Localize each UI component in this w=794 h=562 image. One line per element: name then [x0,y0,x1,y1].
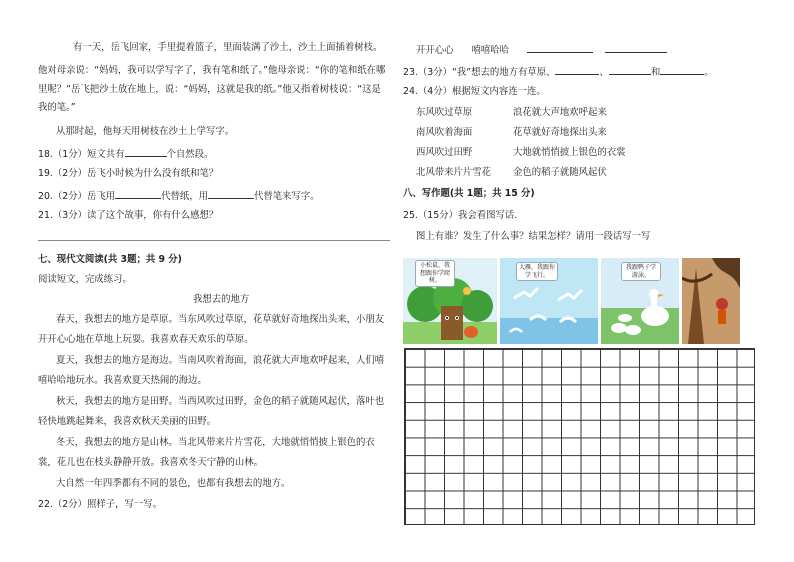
picture-wild-geese [500,258,598,344]
section-8-heading: 八、写作题(共 1题；共 15 分) [403,188,535,199]
speech-bubble: 小松鼠，我想跟你学爬树。 [415,260,455,287]
question-23-sep: 、 [599,67,609,78]
picture-ducks [601,258,679,344]
match-left-item[interactable]: 西风吹过田野 [416,147,473,158]
passage-line: 嘻哈哈地玩水。我喜欢夏天热闹的海边。 [38,375,207,386]
passage-line: 冬天，我想去的地方是山林。当北风带来片片雪花，大地就悄悄披上银色的衣 [56,437,375,448]
question-23-text: 23.（3分）“我”想去的地方有草原、 [403,67,556,78]
answer-blank[interactable] [115,189,161,199]
question-19: 19.（2分）岳飞小时候为什么没有纸和笔？ [38,168,219,179]
speech-bubble: 我跟鸭子学游泳。 [621,262,661,281]
reading-instruction: 阅读短文，完成练习。 [38,274,132,285]
answer-blank[interactable] [609,65,651,75]
answer-blank[interactable] [125,147,167,157]
match-right-item[interactable]: 花草就好奇地探出头来 [513,127,607,138]
story-line-2: 他对母亲说：“妈妈，我可以学写字了，我有笔和纸了。”他母亲说：“你的笔和纸在哪 [38,65,386,76]
passage-line: 春天，我想去的地方是草原。当东风吹过草原，花草就好奇地探出头来，小朋友 [56,314,385,325]
question-23 [403,65,714,79]
question-18-suffix: 个自然段。 [166,149,214,160]
passage-line: 开开心心地在草地上玩耍。我喜欢春天欢乐的草原。 [38,334,254,345]
question-23-and: 和 [650,67,661,78]
story-paragraph-2: 从那时起，他每天用树枝在沙土上学写字。 [56,126,235,137]
story-line-3: 里呢？”岳飞把沙土放在地上，说：“妈妈，这就是我的纸。”他又指着树枝说：“这是 [38,84,381,95]
picture-squirrel-tree [403,258,497,344]
question-18-text: 18.（1分）短文共有 [38,149,125,160]
question-20-text: 20.（2分）岳飞用 [38,191,116,202]
match-right-item[interactable]: 浪花就大声地欢呼起来 [513,107,607,118]
passage-title: 我想去的地方 [193,294,250,305]
question-20 [38,189,320,203]
passage-line: 秋天，我想去的地方是田野。当西风吹过田野，金色的稻子就随风起伏，落叶也 [56,396,385,407]
question-20-mid: 代替纸，用 [161,191,209,202]
forest-illustration [682,258,740,344]
answer-blank[interactable] [208,189,254,199]
question-20-suffix: 代替笔来写字。 [254,191,320,202]
passage-line: 大自然一年四季都有不同的景色，也都有我想去的地方。 [56,478,291,489]
divider [38,240,390,241]
example-words [416,43,667,57]
match-left-item[interactable]: 南风吹着海面 [416,127,473,138]
question-21: 21.（3分）读了这个故事，你有什么感想？ [38,210,219,221]
passage-line: 裳，花儿也在枝头静静开放。我喜欢冬天宁静的山林。 [38,457,264,468]
question-18 [38,147,213,161]
writing-prompt: 图上有谁？发生了什么事？结果怎样？请用一段话写一写 [416,231,651,242]
match-left-item[interactable]: 北风带来片片雪花 [416,167,492,178]
passage-line: 夏天，我想去的地方是海边。当南风吹着海面，浪花就大声地欢呼起来，人们嘻 [56,355,385,366]
example-word-1: 开开心心 [416,45,454,56]
question-23-end: 。 [704,67,714,78]
answer-blank[interactable] [527,43,593,53]
story-paragraph-1: 有一天，岳飞回家，手里提着篮子，里面装满了沙土，沙土上面插着树枝。 [73,42,383,53]
answer-blank[interactable] [555,65,599,75]
answer-blank[interactable] [605,43,667,53]
example-word-2: 嘻嘻哈哈 [471,45,509,56]
answer-blank[interactable] [660,65,704,75]
story-line-4: 我的笔。” [38,102,76,113]
picture-forest [682,258,740,344]
section-7-heading: 七、现代文阅读(共 3题；共 9 分) [38,254,182,265]
passage-line: 轻快地跳起舞来，我喜欢秋天美丽的田野。 [38,416,217,427]
match-right-item[interactable]: 大地就悄悄披上银色的衣裳 [513,147,626,158]
match-right-item[interactable]: 金色的稻子就随风起伏 [513,167,607,178]
question-22: 22.（2分）照样子，写一写。 [38,499,163,510]
writing-grid[interactable] [404,348,755,525]
speech-bubble: 大雁，我跟你学飞行。 [516,262,558,281]
question-24: 24.（4分）根据短文内容连一连。 [403,86,546,97]
match-left-item[interactable]: 东风吹过草原 [416,107,473,118]
question-25: 25.（15分）我会看图写话. [403,210,518,221]
